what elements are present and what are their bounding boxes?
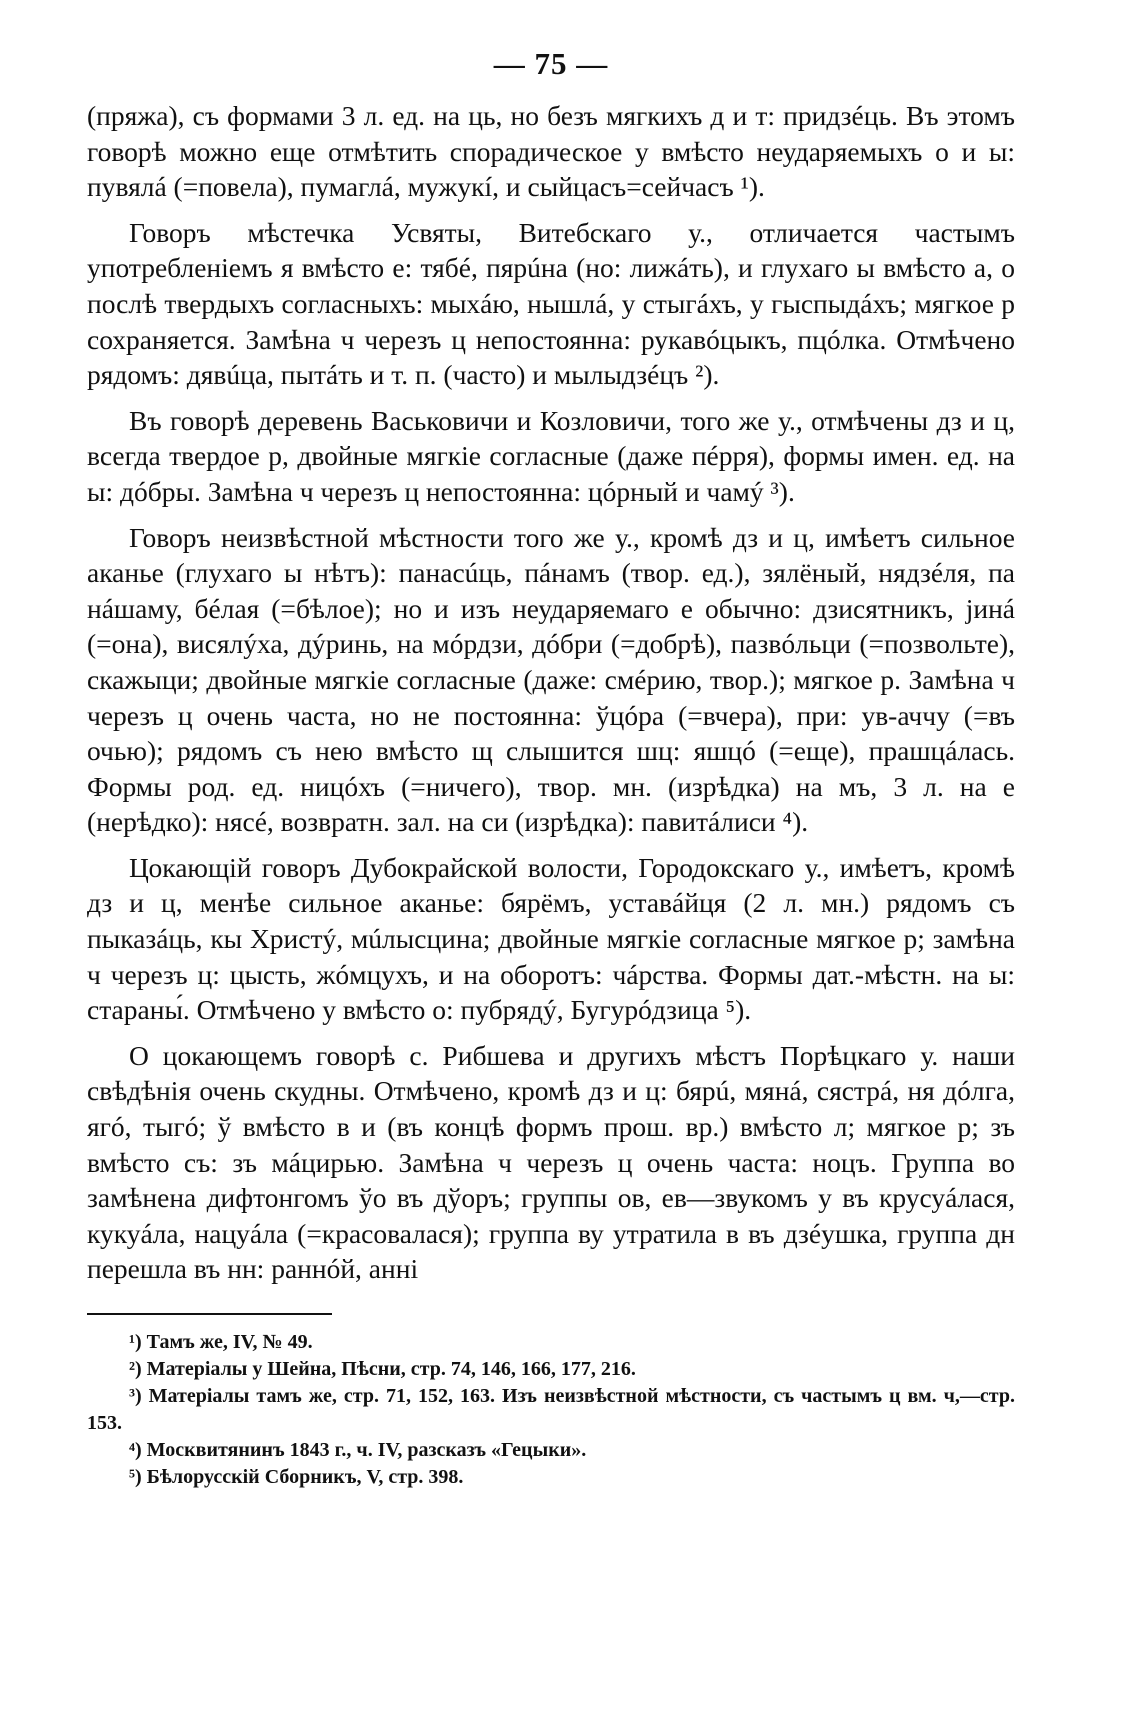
footnote-divider (87, 1313, 332, 1315)
paragraph-6: О цокающемъ говорѣ с. Рибшева и другихъ мѣстъ Порѣцкаго у. наши свѣдѣнія очень скудны. Отмѣчено, кромѣ дз и ц: бярú, мянá, сястрá, ня дóлга, ягó, тыгó; ў вмѣсто в и (въ концѣ формъ прош. вр.) вмѣсто л; мягкое р; зъ вмѣсто съ: зъ мáцирью. Замѣна ч черезъ ц очень часта: ноцъ. Группа во замѣнена дифтонгомъ ўо въ дўоръ; группы ов, ев—звукомъ у въ крусуáлася, кукуáла, нацуáла (=красовалася); группа ву утратила в въ дзéушка, группа дн перешла въ нн: раннóй, анні (87, 1039, 1015, 1285)
footnote-2: ²) Матеріалы у Шейна, Пѣсни, стр. 74, 146, 166, 177, 216. (129, 1358, 636, 1380)
paragraph-1: (пряжа), съ формами 3 л. ед. на ць, но безъ мягкихъ д и т: придзéць. Въ этомъ говорѣ можно еще отмѣтить спорадическое у вмѣсто неударяемыхъ о и ы: пувялá (=повела), пумаглá, мужукí, и сыйцасъ=сейчасъ ¹). (87, 100, 1015, 203)
paragraph-4: Говоръ неизвѣстной мѣстности того же у., кромѣ дз и ц, имѣетъ сильное аканье (глухаго ы нѣтъ): панасúць, пáнамъ (твор. ед.), зялёный, нядзéля, па нáшаму, бéлая (=бѣлое); но и изъ неударяемаго е обычно: дзисятникъ, јинá (=она), висялýха, дýринь, на мóрдзи, дóбри (=добрѣ), пазвóльци (=позвольте), скажыци; двойные мягкіе согласные (даже: смéрию, твор.); мягкое р. Замѣна ч черезъ ц очень часта, но не постоянна: ўцóра (=вчера), при: ув-аччу (=въ очью); рядомъ съ нею вмѣсто щ слышится шц: яшцó (=еще), прашцáлась. Формы род. ед. ницóхъ (=ничего), твор. мн. (изрѣдка) на мъ, 3 л. на е (нерѣдко): нясé, возвратн. зал. на си (изрѣдка): павитáлиси ⁴). (87, 521, 1015, 838)
page-number: — 75 — (493, 46, 609, 81)
footnote-5: ⁵) Бѣлорусскій Сборникъ, V, стр. 398. (129, 1466, 464, 1488)
footnote-3: ³) Матеріалы тамъ же, стр. 71, 152, 163. Изъ неизвѣстной мѣстности, съ частымъ ц вм. ч,—стр. 153. (87, 1385, 1015, 1434)
footnote-1: ¹) Тамъ же, IV, № 49. (129, 1331, 313, 1353)
body-text (87, 98, 1015, 1287)
paragraph-5: Цокающій говоръ Дубокрайской волости, Городокскаго у., имѣетъ, кромѣ дз и ц, менѣе сильное аканье: бярёмъ, уставáйця (2 л. мн.) рядомъ съ пыказáць, кы Христý, мúлысцина; двойные мягкіе согласные мягкое р; замѣна ч черезъ ц: цысть, жóмцухъ, и на оборотъ: чáрства. Формы дат.-мѣстн. на ы: стараны́. Отмѣчено у вмѣсто о: пубрядý, Бугурóдзица ⁵). (87, 851, 1015, 1026)
paragraph-3: Въ говорѣ деревень Васьковичи и Козловичи, того же у., отмѣчены дз и ц, всегда твердое р, двойные мягкіе согласные (даже пéрря), формы имен. ед. на ы: дóбры. Замѣна ч черезъ ц непостоянна: цóрный и чамý ³). (87, 404, 1015, 507)
paragraph-2: Говоръ мѣстечка Усвяты, Витебскаго у., отличается частымъ употребленіемъ я вмѣсто е: тябé, пярúна (но: лижáть), и глухаго ы вмѣсто а, о послѣ твердыхъ согласныхъ: мыхáю, нышлá, у стыгáхъ, у гыспыдáхъ; мягкое р сохраняется. Замѣна ч черезъ ц непостоянна: рукавóцыкъ, пцóлка. Отмѣчено рядомъ: дявúца, пытáть и т. п. (часто) и мылыдзéцъ ²). (87, 216, 1015, 391)
footnotes (87, 1329, 1015, 1491)
footnote-4: ⁴) Москвитянинъ 1843 г., ч. IV, разсказъ «Гецыки». (129, 1439, 587, 1461)
